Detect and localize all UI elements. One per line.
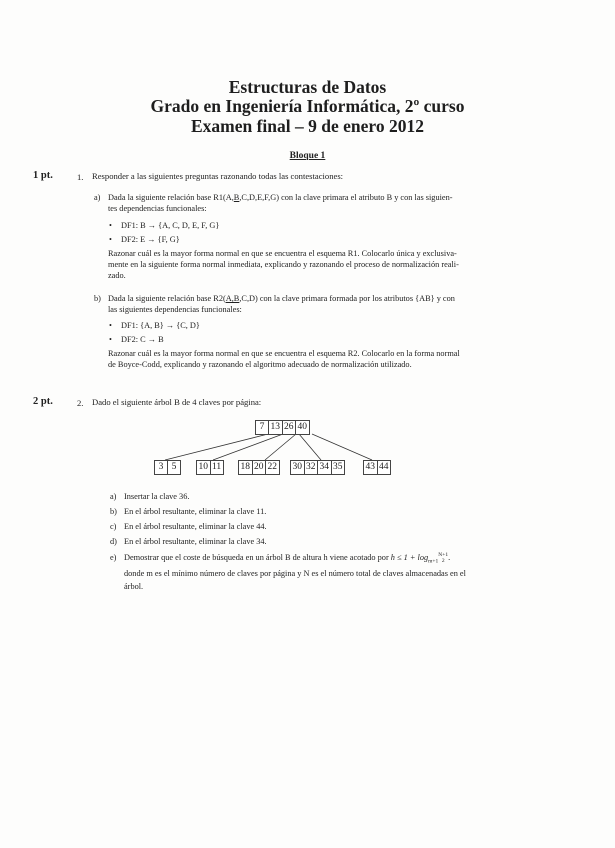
key: 40	[297, 422, 307, 432]
q1b-text-line2: las siguientes dependencias funcionales:	[108, 305, 242, 315]
q1b-key: A,B	[225, 294, 240, 303]
q1b-reason-l2: de Boyce-Codd, explicando y razonando el algoritmo adecuado de normalización utilizado.	[108, 360, 412, 370]
q2-item-c	[110, 522, 267, 531]
formula: $h \le 1 + \log_{m+1}$ N+1 2 .	[390, 552, 451, 565]
btree-root	[255, 420, 310, 435]
q1-number: 1.	[77, 172, 84, 182]
q1a-reason-l1: Razonar cuál es la mayor forma normal en que se encuentra el esquema R1. Colocarlo única y exclusiva-	[108, 249, 457, 258]
exam-title: Examen final – 9 de enero 2012	[190, 116, 424, 136]
q1b-text-post: ,C,D) con la clave primara formada por los atributos {AB} y con	[239, 294, 455, 303]
key: 32	[305, 461, 319, 474]
q1a-label: a)	[94, 193, 101, 202]
e-line1: Demostrar que el coste de búsqueda en un árbol B de altura h viene acotado por	[124, 553, 391, 562]
q1b-text-pre: Dada la siguiente relación base R2(	[108, 294, 226, 303]
q2-item-d	[110, 537, 267, 546]
e-line3: árbol.	[124, 581, 144, 591]
q1a-text-post: ,C,D,E,F,G) con la clave primara el atributo B y con las siguien-	[239, 193, 453, 202]
key: 34	[318, 461, 332, 474]
item-label: c)	[110, 522, 117, 531]
degree-title: Grado en Ingeniería Informática, 2º curso	[150, 96, 465, 116]
q1a-text-line2: tes dependencias funcionales:	[108, 204, 207, 214]
key: 5	[171, 462, 177, 472]
course-title: Estructuras de Datos	[228, 77, 387, 97]
q1b-df1: • DF1: {A, B} → {C, D}	[121, 321, 200, 330]
q1a-df2: • DF2: E → {F, G}	[121, 235, 180, 244]
q1a-df1: • DF1: B → {A, C, D, E, F, G}	[121, 221, 219, 230]
q1b-label: b)	[94, 294, 101, 303]
key: 35	[333, 462, 343, 472]
key: 20	[253, 461, 267, 474]
key: 11	[212, 462, 222, 472]
key: 3	[155, 461, 168, 474]
item-label: a)	[110, 492, 117, 501]
item-label: b)	[110, 507, 117, 516]
formula-num: N+1	[438, 552, 449, 559]
formula-den: 2	[441, 558, 445, 565]
key: 10	[197, 461, 211, 474]
item-text: En el árbol resultante, eliminar la clave 44.	[124, 522, 267, 531]
key: 7	[256, 421, 269, 434]
btree-leaf	[196, 460, 224, 475]
key: 43	[364, 461, 378, 474]
formula-lhs: h ≤ 1 + log	[390, 553, 429, 562]
q2-points: 2 pt.	[33, 396, 53, 407]
q1-prompt: Responder a las siguientes preguntas razonando todas las contestaciones:	[92, 171, 344, 181]
btree-leaf	[290, 460, 345, 475]
q1a-key: B	[233, 193, 240, 202]
q1a-text-pre: Dada la siguiente relación base R1(A,	[108, 193, 234, 202]
key: 26	[283, 421, 297, 434]
key: 44	[379, 462, 389, 472]
e-line2: donde m es el mínimo número de claves por página y N es el número total de claves almacenadas en el	[124, 569, 466, 579]
q2-prompt: Dado el siguiente árbol B de 4 claves por página:	[92, 397, 262, 407]
key: 30	[291, 461, 305, 474]
item-label: d)	[110, 537, 117, 546]
key: 13	[269, 421, 283, 434]
q2-item-a	[110, 492, 190, 501]
q2-item-b	[110, 507, 267, 516]
formula-base: m+1	[428, 558, 439, 565]
q1-points: 1 pt.	[33, 170, 53, 181]
key: 22	[267, 462, 277, 472]
item-label: e)	[110, 553, 117, 562]
q1a-reason-l3: zado.	[108, 271, 126, 281]
item-text: En el árbol resultante, eliminar la clave 34.	[124, 537, 267, 546]
btree-leaf	[238, 460, 280, 475]
btree-leaf	[154, 460, 181, 475]
item-text: Insertar la clave 36.	[124, 492, 190, 501]
q2-item-e	[110, 552, 584, 593]
key: 18	[239, 461, 253, 474]
btree-leaf	[363, 460, 391, 475]
block-heading: Bloque 1	[289, 151, 326, 161]
q1b-reason-l1: Razonar cuál es la mayor forma normal en que se encuentra el esquema R2. Colocarlo en la forma normal	[108, 349, 460, 358]
q1a-reason-l2: mente en la siguiente forma normal inmediata, explicando y razonando el proceso de normalización reali-	[108, 260, 459, 270]
q2-number: 2.	[77, 398, 84, 408]
q1b-df2: • DF2: C → B	[121, 335, 164, 344]
formula-fraction	[438, 552, 448, 564]
item-text: En el árbol resultante, eliminar la clave 11.	[124, 507, 267, 516]
